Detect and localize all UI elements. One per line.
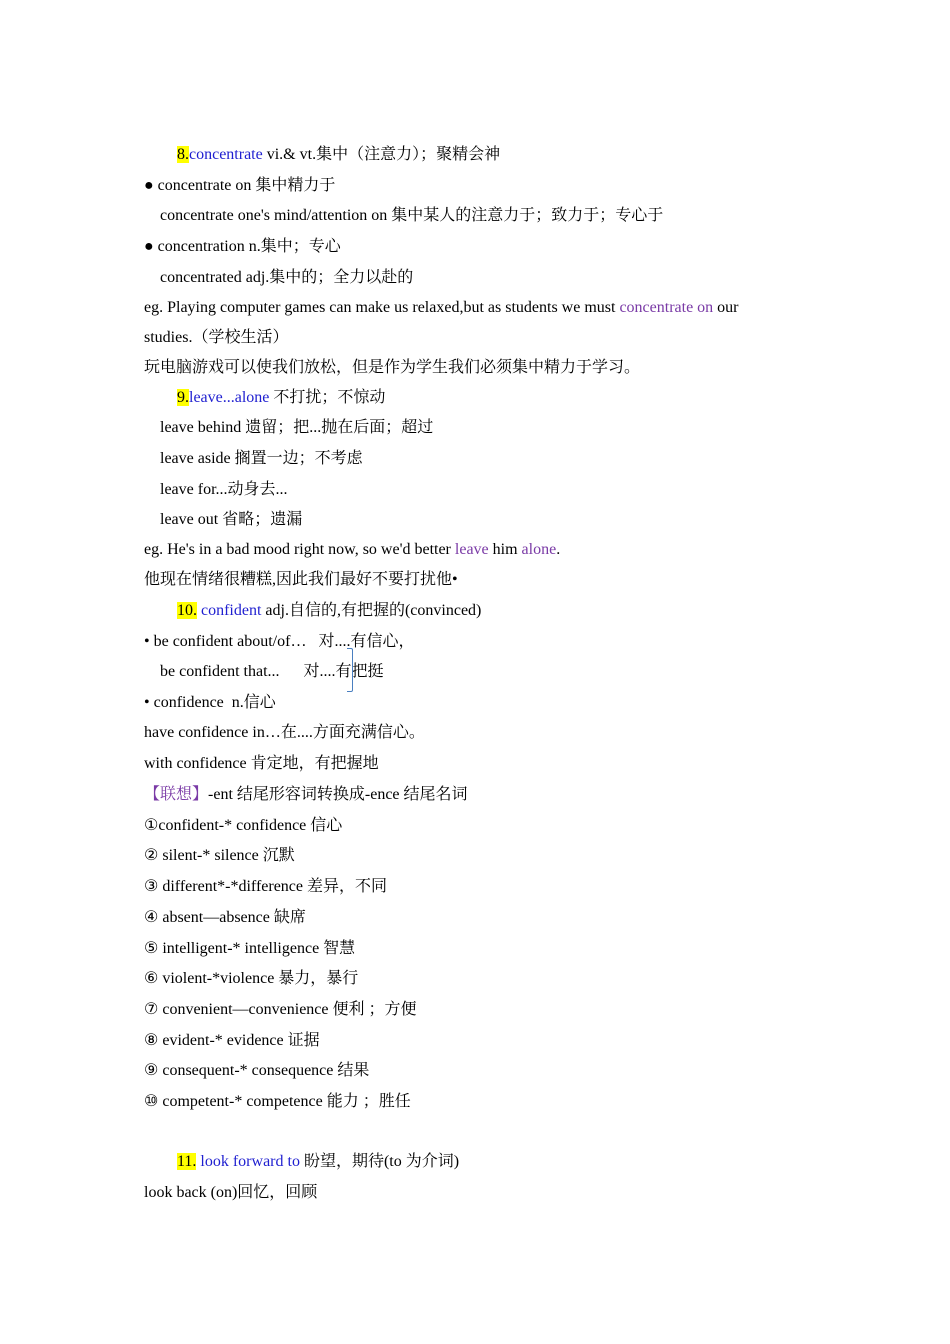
definition: vi.& vt.集中（注意力）；聚精会神 [262,146,501,163]
phrase-line: concentrate one's mind/attention on 集中某人的注意力于；致力于；专心于 [160,207,664,224]
item-10-heading [177,601,481,621]
example-text: him [488,541,522,558]
list-item: ①confident-* confidence 信心 [144,817,343,834]
definition: 不打扰；不惊动 [269,389,386,406]
phrase-line: leave behind 遗留；把...抛在后面；超过 [160,419,434,436]
example-highlight: leave [454,541,489,558]
example-sentence-cont: studies.（学校生活） [144,329,289,346]
phrase-line: leave aside 搁置一边；不考虑 [160,450,363,467]
phrase-line: with confidence 肯定地，有把握地 [144,755,379,772]
list-item: ⑤ intelligent-* intelligence 智慧 [144,940,356,957]
definition: adj.自信的,有把握的(convinced) [261,602,482,619]
phrase-line: ● concentration n.集中；专心 [144,238,341,255]
phrase-line: • confidence n.信心 [144,694,276,711]
list-item: ⑥ violent-*violence 暴力，暴行 [144,970,359,987]
list-item: ⑦ convenient—convenience 便利 ；方便 [144,1001,417,1018]
example-sentence [144,298,739,318]
association-text: -ent 结尾形容词转换成-ence 结尾名词 [208,786,468,803]
association-heading [144,785,468,805]
phrase-line: look back (on)回忆，回顾 [144,1184,318,1201]
item-number: 10. [177,602,197,619]
phrase-line: concentrated adj.集中的；全力以赴的 [160,269,414,286]
example-text: eg. He's in a bad mood right now, so we'd better [144,541,455,558]
phrase-line: leave for...动身去... [160,481,288,498]
keyword: look forward to [200,1153,300,1170]
list-item: ③ different*-*difference 差异，不同 [144,878,388,895]
example-text: eg. Playing computer games can make us relaxed,but as students we must [144,299,620,316]
example-sentence [144,540,560,560]
example-translation: 玩电脑游戏可以使我们放松，但是作为学生我们必须集中精力于学习。 [144,359,641,376]
example-highlight: concentrate on [619,299,714,316]
item-9-heading [177,388,385,408]
list-item: ⑩ competent-* competence 能力 ；胜任 [144,1093,411,1110]
example-text: . [556,541,561,558]
bracket-mark [347,648,353,692]
item-11-heading [177,1152,459,1172]
example-text: our [713,299,739,316]
item-number: 11. [177,1153,197,1170]
example-translation: 他现在情绪很糟糕,因此我们最好不要打扰他• [144,571,458,588]
example-highlight: alone [521,541,557,558]
association-tag: 【联想】 [144,786,209,803]
phrase-line: • be confident about/of… 对....有信心， [144,633,415,650]
item-number: 8. [177,146,189,163]
keyword: leave...alone [189,389,270,406]
item-number: 9. [177,389,189,406]
keyword: confident [201,602,262,619]
phrase-line: leave out 省略；遗漏 [160,511,303,528]
item-8-heading [177,145,500,165]
list-item: ⑧ evident-* evidence 证据 [144,1032,320,1049]
definition: 盼望，期待(to 为介词) [299,1153,460,1170]
list-item: ② silent-* silence 沉默 [144,847,295,864]
keyword: concentrate [189,146,263,163]
list-item: ④ absent—absence 缺席 [144,909,306,926]
phrase-line: be confident that... 对....有把挺 [160,663,384,680]
phrase-line: have confidence in…在....方面充满信心。 [144,724,425,741]
list-item: ⑨ consequent-* consequence 结果 [144,1062,370,1079]
phrase-line: ● concentrate on 集中精力于 [144,177,336,194]
